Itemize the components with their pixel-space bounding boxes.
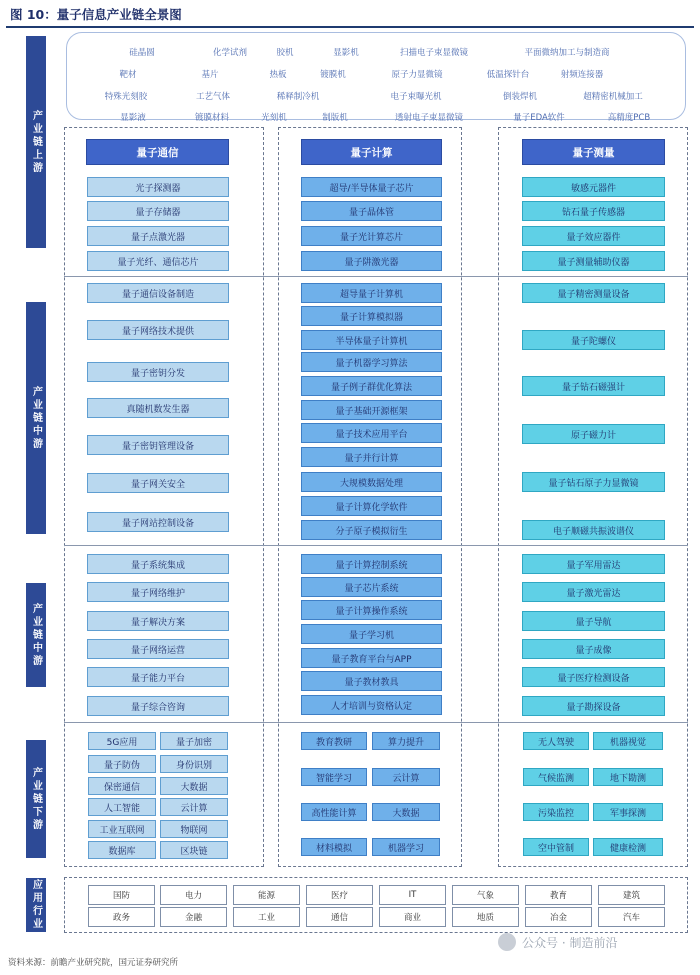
industry-item: 商业 <box>379 907 446 927</box>
comm-midstream-item: 量子网络技术提供 <box>87 320 229 340</box>
industry-item: 冶金 <box>525 907 592 927</box>
material-item: 胶机 <box>276 48 294 58</box>
compute-service-item: 量子教材教具 <box>301 671 442 691</box>
material-item: 化学试剂 <box>212 48 248 58</box>
measure-upstream-item: 敏感元器件 <box>522 177 665 197</box>
material-item: 硅晶圆 <box>129 48 155 58</box>
stage-midstream-2 <box>26 583 46 687</box>
measure-service-item: 量子勘探设备 <box>522 696 665 716</box>
figure-title: 图 10：量子信息产业链全景图 <box>10 7 182 22</box>
comm-upstream-item: 光子探测器 <box>87 177 229 197</box>
material-item: 工艺气体 <box>195 92 231 102</box>
comm-service-item: 量子能力平台 <box>87 667 229 687</box>
comm-midstream-item: 量子网站控制设备 <box>87 512 229 532</box>
stage-midstream-1 <box>26 302 46 534</box>
measure-midstream-item: 量子精密测量设备 <box>522 283 665 303</box>
industries-frame <box>64 877 688 933</box>
industry-item: 医疗 <box>306 885 373 905</box>
compute-application-item: 云计算 <box>372 768 440 786</box>
comm-service-item: 量子解决方案 <box>87 611 229 631</box>
industry-item: 汽车 <box>598 907 665 927</box>
stage-upstream <box>26 36 46 248</box>
industry-item: 电力 <box>160 885 227 905</box>
measure-midstream-item: 量子陀螺仪 <box>522 330 665 350</box>
industry-item: 政务 <box>88 907 155 927</box>
measure-midstream-item: 电子顺磁共振波谱仪 <box>522 520 665 540</box>
comm-upstream-item: 量子点激光器 <box>87 226 229 246</box>
watermark-text: 公众号 · 制造前沿 <box>522 935 618 950</box>
comm-application-item: 5G应用 <box>88 732 156 750</box>
comm-service-item: 量子网络维护 <box>87 582 229 602</box>
industry-item: 国防 <box>88 885 155 905</box>
measure-service-item: 量子导航 <box>522 611 665 631</box>
measure-upstream-item: 量子测量辅助仪器 <box>522 251 665 271</box>
compute-midstream-item: 量子基础开源框架 <box>301 400 442 420</box>
comm-upstream-item: 量子光纤、通信芯片 <box>87 251 229 271</box>
compute-upstream-item: 超导/半导体量子芯片 <box>301 177 442 197</box>
material-item: 稀释制冷机 <box>276 92 320 102</box>
measure-application-item: 健康检测 <box>593 838 663 856</box>
material-item: 制版机 <box>322 113 348 123</box>
stage-downstream-label: 产业链下游 <box>30 766 42 832</box>
comm-application-item: 人工智能 <box>88 798 156 816</box>
compute-service-item: 量子芯片系统 <box>301 577 442 597</box>
comm-application-item: 大数据 <box>160 777 228 795</box>
stage-midstream-2-label: 产业链中游 <box>30 602 42 668</box>
measure-service-item: 量子医疗检测设备 <box>522 667 665 687</box>
material-item: 量子EDA软件 <box>513 113 565 123</box>
compute-upstream-item: 量子阱激光器 <box>301 251 442 271</box>
comm-midstream-item: 量子密钥分发 <box>87 362 229 382</box>
compute-application-item: 智能学习 <box>301 768 367 786</box>
compute-application-item: 大数据 <box>372 803 440 821</box>
comm-application-item: 区块链 <box>160 841 228 859</box>
watermark <box>498 933 617 951</box>
material-item: 显影液 <box>120 113 146 123</box>
comm-midstream-item: 真随机数发生器 <box>87 398 229 418</box>
measure-service-item: 量子激光雷达 <box>522 582 665 602</box>
compute-upstream-item: 量子光计算芯片 <box>301 226 442 246</box>
material-item: 倒装焊机 <box>502 92 538 102</box>
stage-application-label: 应用行业 <box>30 879 42 931</box>
material-item: 特殊光刻胶 <box>104 92 148 102</box>
stage-downstream <box>26 740 46 858</box>
material-item: 镀膜材料 <box>194 113 230 123</box>
compute-service-item: 量子学习机 <box>301 624 442 644</box>
compute-midstream-item: 量子并行计算 <box>301 447 442 467</box>
divider-midstream <box>64 545 688 546</box>
measure-application-item: 气候监测 <box>523 768 589 786</box>
stage-application <box>26 878 46 932</box>
comm-midstream-item: 量子密钥管理设备 <box>87 435 229 455</box>
stage-midstream-1-label: 产业链中游 <box>30 385 42 451</box>
compute-midstream-item: 量子技术应用平台 <box>301 423 442 443</box>
header-quantum-communication: 量子通信 <box>86 139 229 165</box>
industry-item: 能源 <box>233 885 300 905</box>
divider-upstream <box>64 276 688 277</box>
measure-application-item: 无人驾驶 <box>523 732 589 750</box>
header-quantum-measurement: 量子测量 <box>522 139 665 165</box>
measure-service-item: 量子军用雷达 <box>522 554 665 574</box>
measure-midstream-item: 量子钻石原子力显微镜 <box>522 472 665 492</box>
comm-application-item: 工业互联网 <box>88 820 156 838</box>
material-item: 平面微纳加工与制造商 <box>524 48 610 58</box>
compute-service-item: 量子教育平台与APP <box>301 648 442 668</box>
industry-item: 气象 <box>452 885 519 905</box>
compute-midstream-item: 超导量子计算机 <box>301 283 442 303</box>
material-item: 原子力显微镜 <box>391 70 443 80</box>
comm-application-item: 物联网 <box>160 820 228 838</box>
comm-service-item: 量子综合咨询 <box>87 696 229 716</box>
compute-midstream-item: 量子机器学习算法 <box>301 352 442 372</box>
compute-service-item: 量子计算控制系统 <box>301 554 442 574</box>
compute-midstream-item: 大规模数据处理 <box>301 472 442 492</box>
compute-midstream-item: 量子例子群优化算法 <box>301 376 442 396</box>
measure-application-item: 污染监控 <box>523 803 589 821</box>
comm-service-item: 量子网络运营 <box>87 639 229 659</box>
compute-application-item: 算力提升 <box>372 732 440 750</box>
material-item: 超精密机械加工 <box>583 92 643 102</box>
material-item: 高精度PCB <box>607 113 651 123</box>
measure-midstream-item: 原子磁力计 <box>522 424 665 444</box>
compute-application-item: 教育教研 <box>301 732 367 750</box>
material-item: 低温探针台 <box>486 70 530 80</box>
measure-application-item: 地下勘测 <box>593 768 663 786</box>
compute-application-item: 高性能计算 <box>301 803 367 821</box>
compute-midstream-item: 量子计算模拟器 <box>301 306 442 326</box>
industry-item: IT <box>379 885 446 905</box>
comm-upstream-item: 量子存储器 <box>87 201 229 221</box>
material-item: 镀膜机 <box>320 70 346 80</box>
measure-application-item: 空中管制 <box>523 838 589 856</box>
material-item: 扫描电子束显微镜 <box>399 48 469 58</box>
material-item: 基片 <box>201 70 219 80</box>
compute-application-item: 机器学习 <box>372 838 440 856</box>
measure-service-item: 量子成像 <box>522 639 665 659</box>
title-divider <box>6 26 694 28</box>
industry-item: 金融 <box>160 907 227 927</box>
industry-item: 建筑 <box>598 885 665 905</box>
comm-application-item: 身份识别 <box>160 755 228 773</box>
material-item: 射频连接器 <box>560 70 604 80</box>
divider-downstream <box>64 722 688 723</box>
material-item: 热板 <box>269 70 287 80</box>
compute-upstream-item: 量子晶体管 <box>301 201 442 221</box>
compute-service-item: 量子计算操作系统 <box>301 600 442 620</box>
measure-upstream-item: 量子效应器件 <box>522 226 665 246</box>
measure-midstream-item: 量子钻石磁强计 <box>522 376 665 396</box>
material-item: 电子束曝光机 <box>390 92 442 102</box>
source-note: 资料来源：前瞻产业研究院，国元证券研究所 <box>8 958 179 968</box>
stage-upstream-label: 产业链上游 <box>30 109 42 175</box>
industry-item: 通信 <box>306 907 373 927</box>
header-quantum-computing: 量子计算 <box>301 139 442 165</box>
material-item: 透射电子束显微镜 <box>394 113 464 123</box>
comm-application-item: 量子加密 <box>160 732 228 750</box>
measure-application-item: 军事探测 <box>593 803 663 821</box>
measure-application-item: 机器视觉 <box>593 732 663 750</box>
industry-item: 教育 <box>525 885 592 905</box>
material-item: 靶材 <box>119 70 137 80</box>
comm-service-item: 量子系统集成 <box>87 554 229 574</box>
wechat-icon <box>498 933 516 951</box>
compute-midstream-item: 分子原子模拟衍生 <box>301 520 442 540</box>
comm-application-item: 保密通信 <box>88 777 156 795</box>
material-item: 显影机 <box>333 48 359 58</box>
material-item: 光刻机 <box>261 113 287 123</box>
comm-midstream-item: 量子通信设备制造 <box>87 283 229 303</box>
comm-application-item: 云计算 <box>160 798 228 816</box>
compute-service-item: 人才培训与资格认定 <box>301 695 442 715</box>
comm-application-item: 量子防伪 <box>88 755 156 773</box>
compute-application-item: 材料模拟 <box>301 838 367 856</box>
industry-item: 工业 <box>233 907 300 927</box>
comm-application-item: 数据库 <box>88 841 156 859</box>
compute-midstream-item: 量子计算化学软件 <box>301 496 442 516</box>
compute-midstream-item: 半导体量子计算机 <box>301 330 442 350</box>
comm-midstream-item: 量子网关安全 <box>87 473 229 493</box>
industry-item: 地质 <box>452 907 519 927</box>
measure-upstream-item: 钻石量子传感器 <box>522 201 665 221</box>
